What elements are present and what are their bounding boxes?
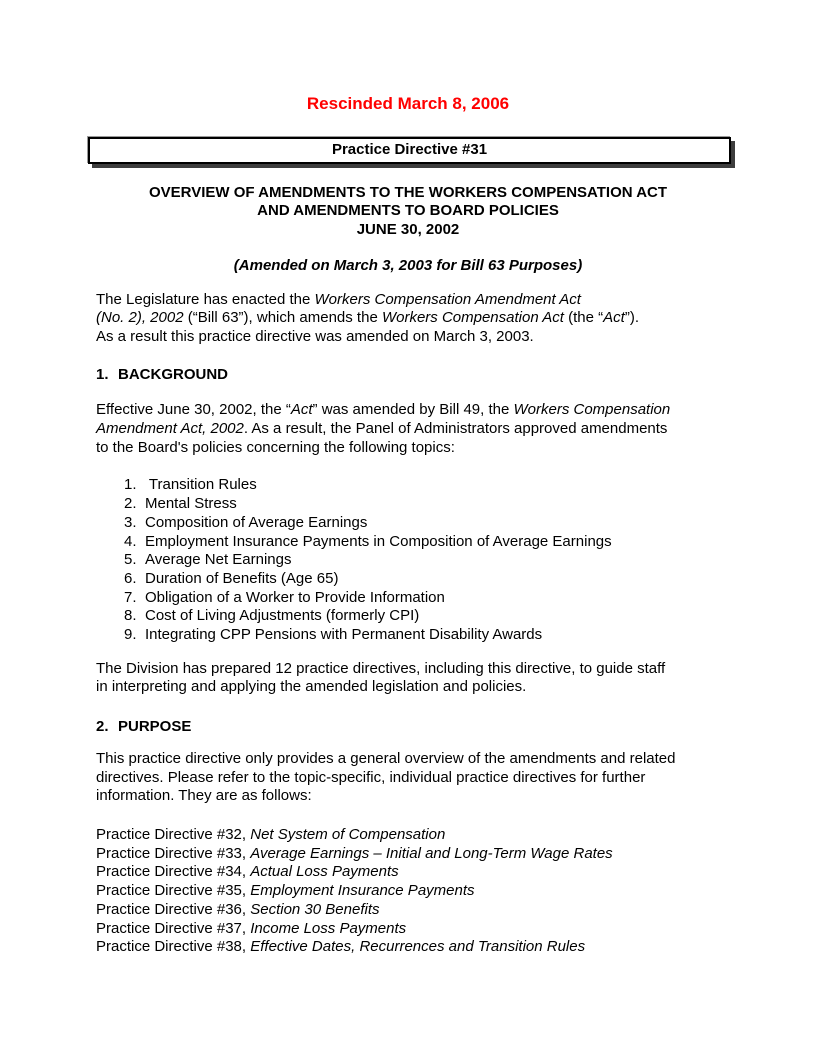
directive-item: Practice Directive #37, Income Loss Payments <box>96 919 407 937</box>
topic-label: Integrating CPP Pensions with Permanent Disability Awards <box>145 626 543 644</box>
topic-item <box>124 626 720 645</box>
section-2-label: PURPOSE <box>118 718 192 736</box>
directive-item: Practice Directive #32, Net System of Compensation <box>96 825 446 843</box>
topic-item <box>124 533 720 552</box>
amended-note: (Amended on March 3, 2003 for Bill 63 Purposes) <box>233 256 583 274</box>
practice-directive-label: Practice Directive #31 <box>331 141 488 158</box>
topic-label: Employment Insurance Payments in Composition of Average Earnings <box>145 532 612 550</box>
purpose-paragraph: This practice directive only provides a general overview of the amendments and related directives. Please refer to the topic-specific, individual practice directives for further information. They are as follows: <box>96 749 676 805</box>
title-line-1: OVERVIEW OF AMENDMENTS TO THE WORKERS COMPENSATION ACT <box>148 183 668 201</box>
directive-item: Practice Directive #38, Effective Dates, Recurrences and Transition Rules <box>96 938 586 956</box>
topic-number: 8. <box>124 607 137 625</box>
section-2-heading <box>96 718 720 737</box>
directive-item: Practice Directive #33, Average Earnings – Initial and Long-Term Wage Rates <box>96 844 613 862</box>
topic-number: 5. <box>124 551 137 569</box>
topic-number: 9. <box>124 626 137 644</box>
directives-list <box>96 826 720 957</box>
topic-label: Average Net Earnings <box>145 551 292 569</box>
directive-item: Practice Directive #35, Employment Insurance Payments <box>96 882 475 900</box>
title-line-3: JUNE 30, 2002 <box>356 221 460 239</box>
title-line-2: AND AMENDMENTS TO BOARD POLICIES <box>257 202 559 220</box>
intro-paragraph: The Legislature has enacted the Workers Compensation Amendment Act (No. 2), 2002 (“Bill 63”), which amends the Workers Compensation Act (the “Act”). As a result this practice directive was amended on March 3, 2003. <box>96 290 640 345</box>
section-1-label: BACKGROUND <box>118 365 228 383</box>
topic-label: Obligation of a Worker to Provide Information <box>145 588 445 606</box>
topic-number: 2. <box>124 495 137 513</box>
topic-item <box>124 551 720 570</box>
topic-item <box>124 514 720 533</box>
topic-number: 6. <box>124 569 137 587</box>
topic-number: 1. <box>124 476 137 494</box>
rescinded-notice: Rescinded March 8, 2006 <box>306 94 510 113</box>
topic-item <box>124 589 720 608</box>
practice-directive-box <box>88 137 731 164</box>
topic-item <box>124 495 720 514</box>
topic-item <box>124 570 720 589</box>
topic-label: Cost of Living Adjustments (formerly CPI) <box>145 607 420 625</box>
section-2-number: 2. <box>96 718 109 736</box>
division-paragraph: The Division has prepared 12 practice directives, including this directive, to guide staff in interpreting and applying the amended legislation and policies. <box>96 659 666 696</box>
topic-item <box>124 476 720 495</box>
topic-label: Transition Rules <box>145 476 257 494</box>
topic-label: Duration of Benefits (Age 65) <box>145 569 339 587</box>
document-title <box>96 184 720 240</box>
section-1-heading <box>96 366 720 385</box>
topic-number: 3. <box>124 513 137 531</box>
topic-label: Composition of Average Earnings <box>145 513 368 531</box>
topic-label: Mental Stress <box>145 495 237 513</box>
topic-item <box>124 607 720 626</box>
directive-item: Practice Directive #34, Actual Loss Payments <box>96 863 399 881</box>
topic-number: 7. <box>124 588 137 606</box>
section-1-number: 1. <box>96 365 109 383</box>
topic-number: 4. <box>124 532 137 550</box>
directive-item: Practice Directive #36, Section 30 Benefits <box>96 900 380 918</box>
topics-list <box>96 476 720 644</box>
background-paragraph: Effective June 30, 2002, the “Act” was amended by Bill 49, the Workers Compensation Amendment Act, 2002. As a result, the Panel of Administrators approved amendments to the Board's policies concerning the following topics: <box>96 401 671 456</box>
